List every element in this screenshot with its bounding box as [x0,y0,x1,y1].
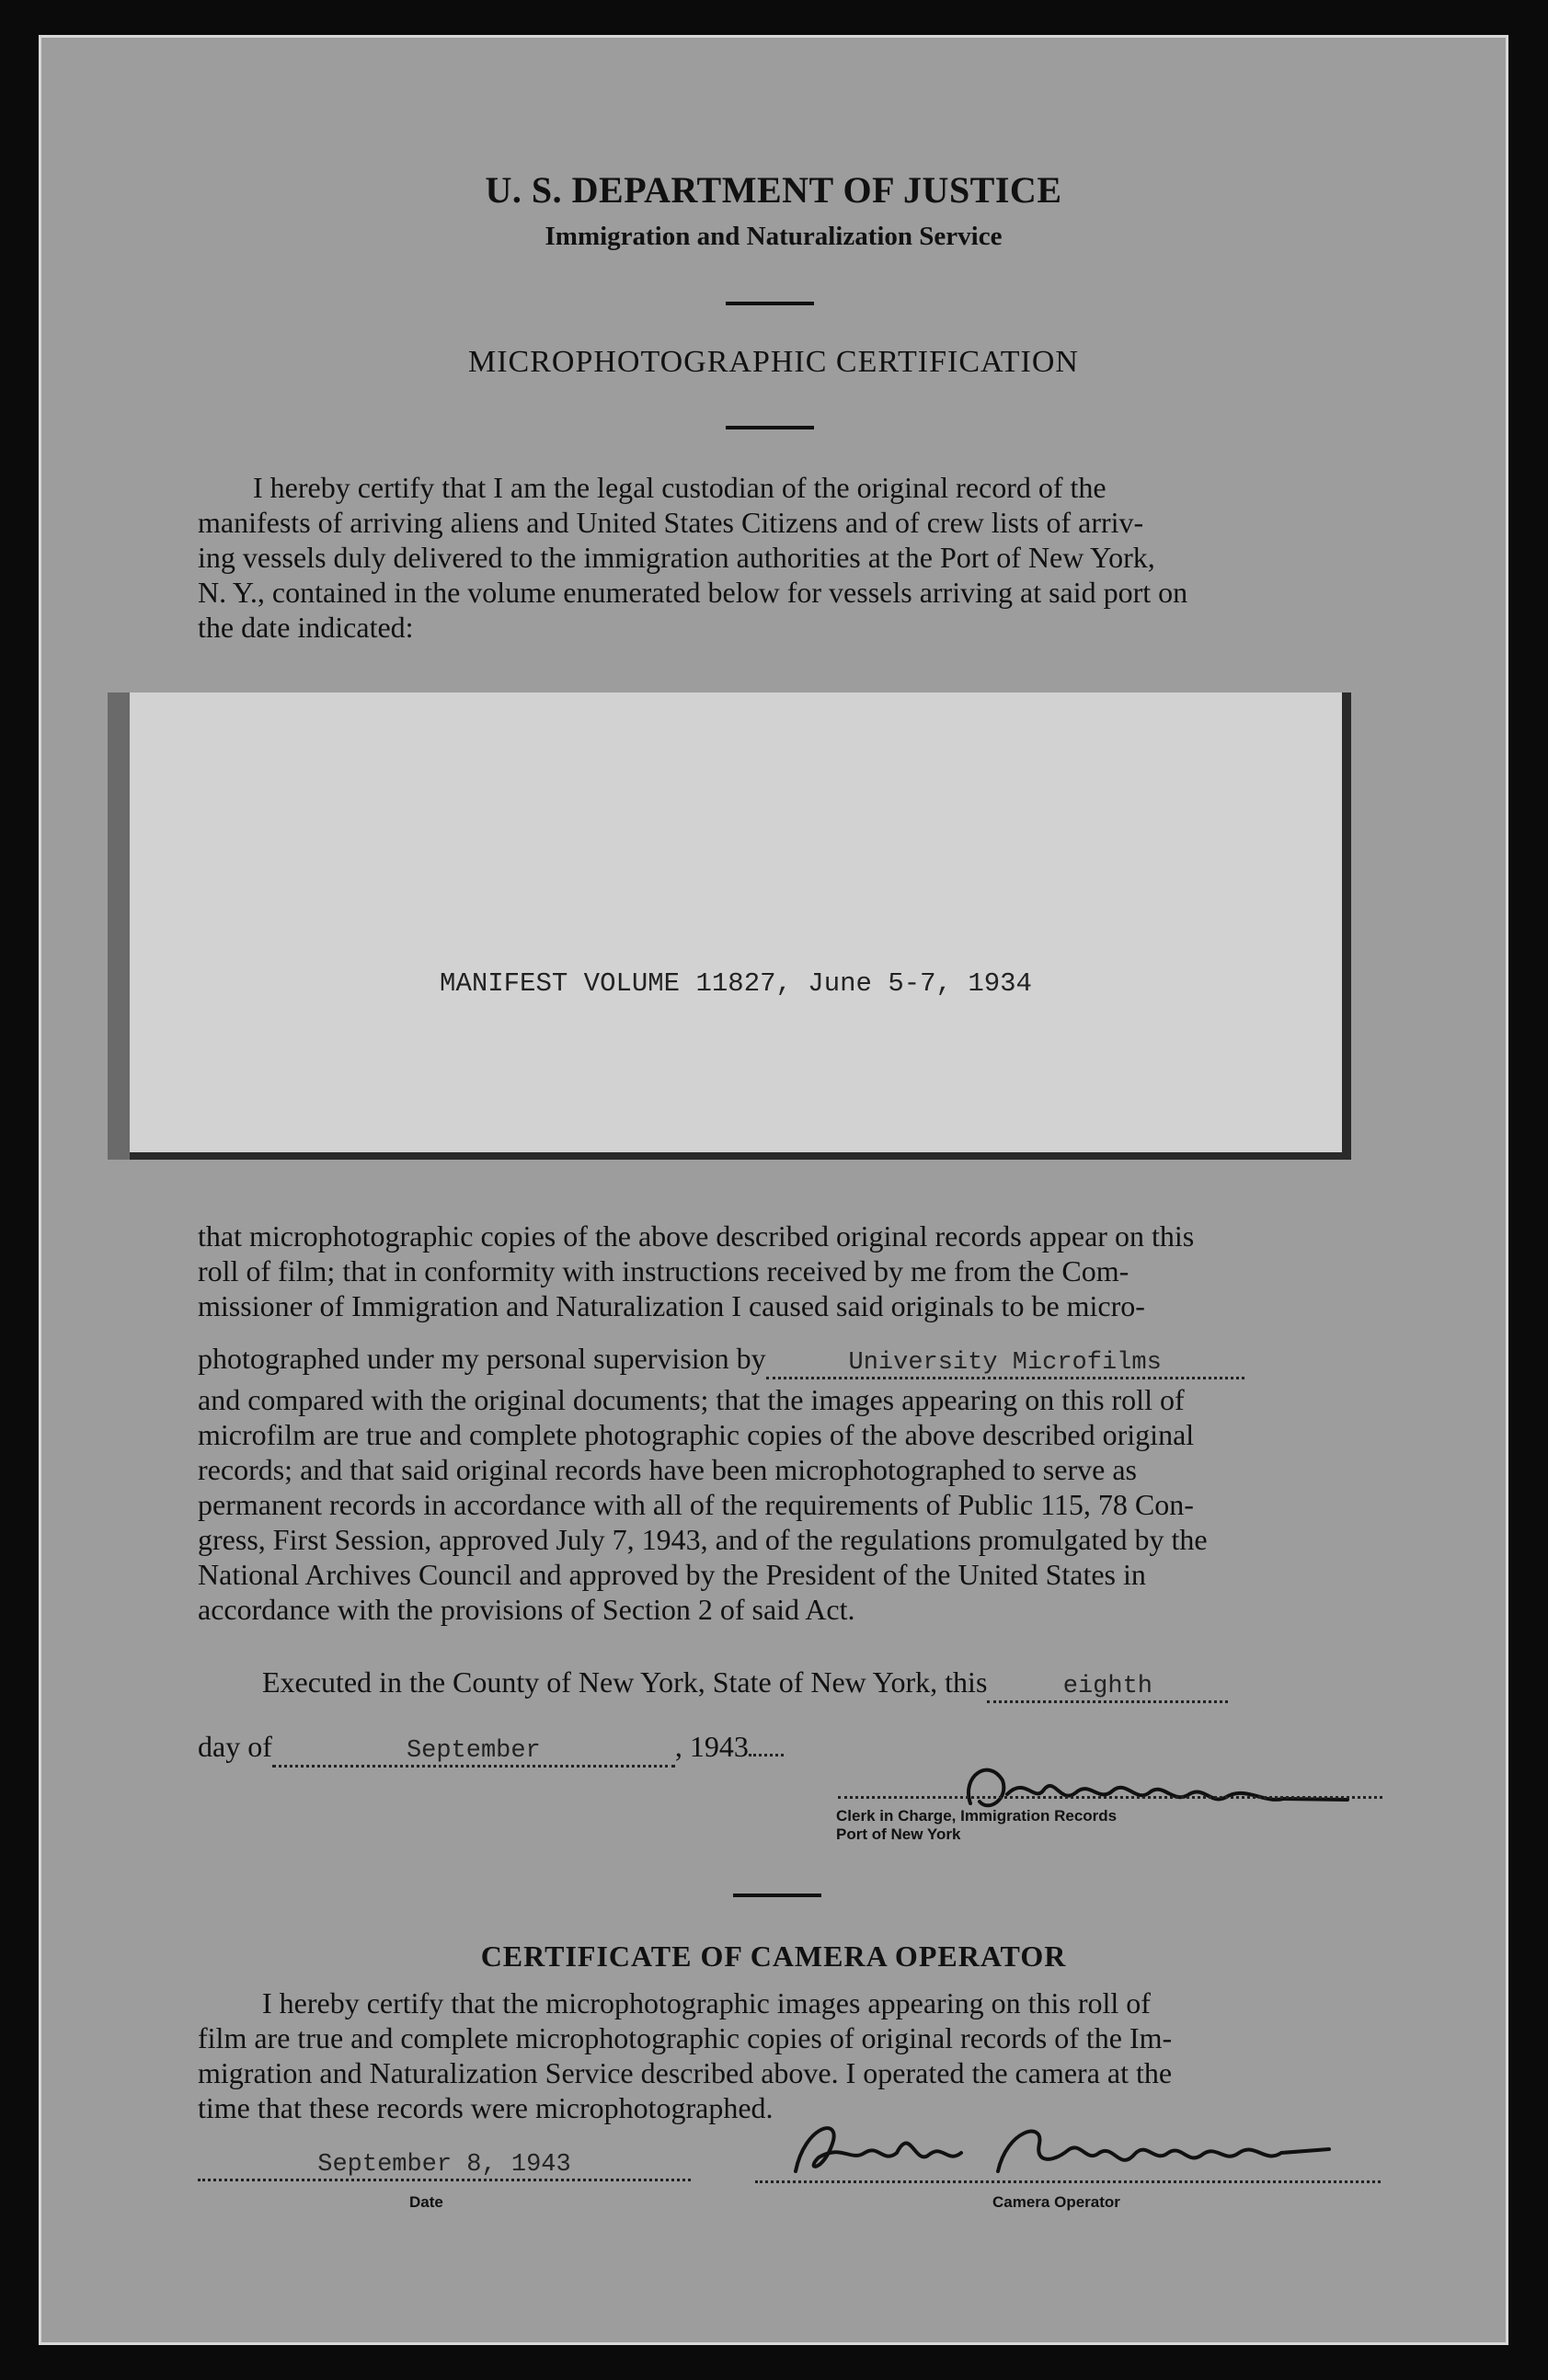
body-line: gress, First Session, approved July 7, 1943, and of the regulations promulgated by the [198,1523,1208,1556]
operator-date-label: Date [409,2193,443,2211]
divider-rule [726,302,814,305]
manifest-volume-card [130,692,1351,1160]
divider-rule [726,426,814,429]
manifest-volume-text: MANIFEST VOLUME 11827, June 5-7, 1934 [440,968,1032,999]
supervision-field: University Microfilms [766,1349,1244,1379]
body-line: and compared with the original documents; that the images appearing on this roll of [198,1383,1185,1416]
service-subheading: Immigration and Naturalization Service [545,222,1003,251]
body-line: missioner of Immigration and Naturalization I caused said originals to be micro- [198,1289,1145,1322]
executed-line [262,1665,1228,1703]
intro-line: I hereby certify that I am the legal custodian of the original record of the [253,471,1107,504]
clerk-title [836,1807,1117,1844]
body-line: National Archives Council and approved by the President of the United States in [198,1558,1146,1591]
operator-line: migration and Naturalization Service described above. I operated the camera at the [198,2056,1173,2089]
operator-title: Camera Operator [992,2193,1120,2211]
operator-signature [777,2107,1366,2190]
executed-prefix: Executed in the County of New York, State of New York, this [262,1665,988,1699]
executed-day-field: eighth [987,1673,1228,1703]
supervision-line [198,1342,1244,1379]
operator-signature-line [755,2180,1381,2183]
year-trailing-dots [749,1754,784,1756]
body-line: microfilm are true and complete photographic copies of the above described original [198,1418,1195,1451]
intro-paragraph [198,470,1384,645]
date-line [198,1730,784,1768]
certificate-sheet [39,35,1508,2345]
body-line: permanent records in accordance with all of the requirements of Public 115, 78 Con- [198,1488,1194,1521]
divider-rule [733,1894,821,1897]
body-line: that microphotographic copies of the above described original records appear on this [198,1219,1195,1253]
clerk-signature-line [838,1796,1382,1799]
body-paragraph-continued [198,1382,1384,1627]
body-paragraph [198,1219,1384,1323]
body-line: accordance with the provisions of Section 2 of said Act. [198,1593,855,1626]
operator-line: time that these records were microphotographed. [198,2091,774,2124]
operator-certificate-title: CERTIFICATE OF CAMERA OPERATOR [480,1939,1067,1973]
certification-title: MICROPHOTOGRAPHIC CERTIFICATION [467,345,1079,379]
intro-line: the date indicated: [198,611,414,644]
day-of-label: day of [198,1730,272,1763]
body-line: records; and that said original records have been microphotographed to serve as [198,1453,1137,1486]
operator-line: I hereby certify that the microphotographic images appearing on this roll of [262,1986,1151,2020]
supervision-prefix: photographed under my personal supervision by [198,1342,766,1375]
operator-paragraph [198,1985,1384,2125]
executed-month-field: September [272,1737,675,1768]
intro-line: N. Y., contained in the volume enumerated below for vessels arriving at said port on [198,576,1188,609]
body-line: roll of film; that in conformity with instructions received by me from the Com- [198,1254,1129,1287]
operator-line: film are true and complete microphotographic copies of original records of the Im- [198,2021,1173,2054]
clerk-title-line: Clerk in Charge, Immigration Records [836,1807,1118,1825]
intro-line: ing vessels duly delivered to the immigration authorities at the Port of New York, [198,541,1155,574]
operator-date-value: September 8, 1943 [198,2151,691,2181]
operator-date-field [198,2144,691,2181]
intro-line: manifests of arriving aliens and United States Citizens and of crew lists of arriv- [198,506,1144,539]
department-heading: U. S. DEPARTMENT OF JUSTICE [485,169,1062,211]
clerk-office-line: Port of New York [836,1825,961,1843]
executed-year: , 1943 [674,1730,749,1763]
